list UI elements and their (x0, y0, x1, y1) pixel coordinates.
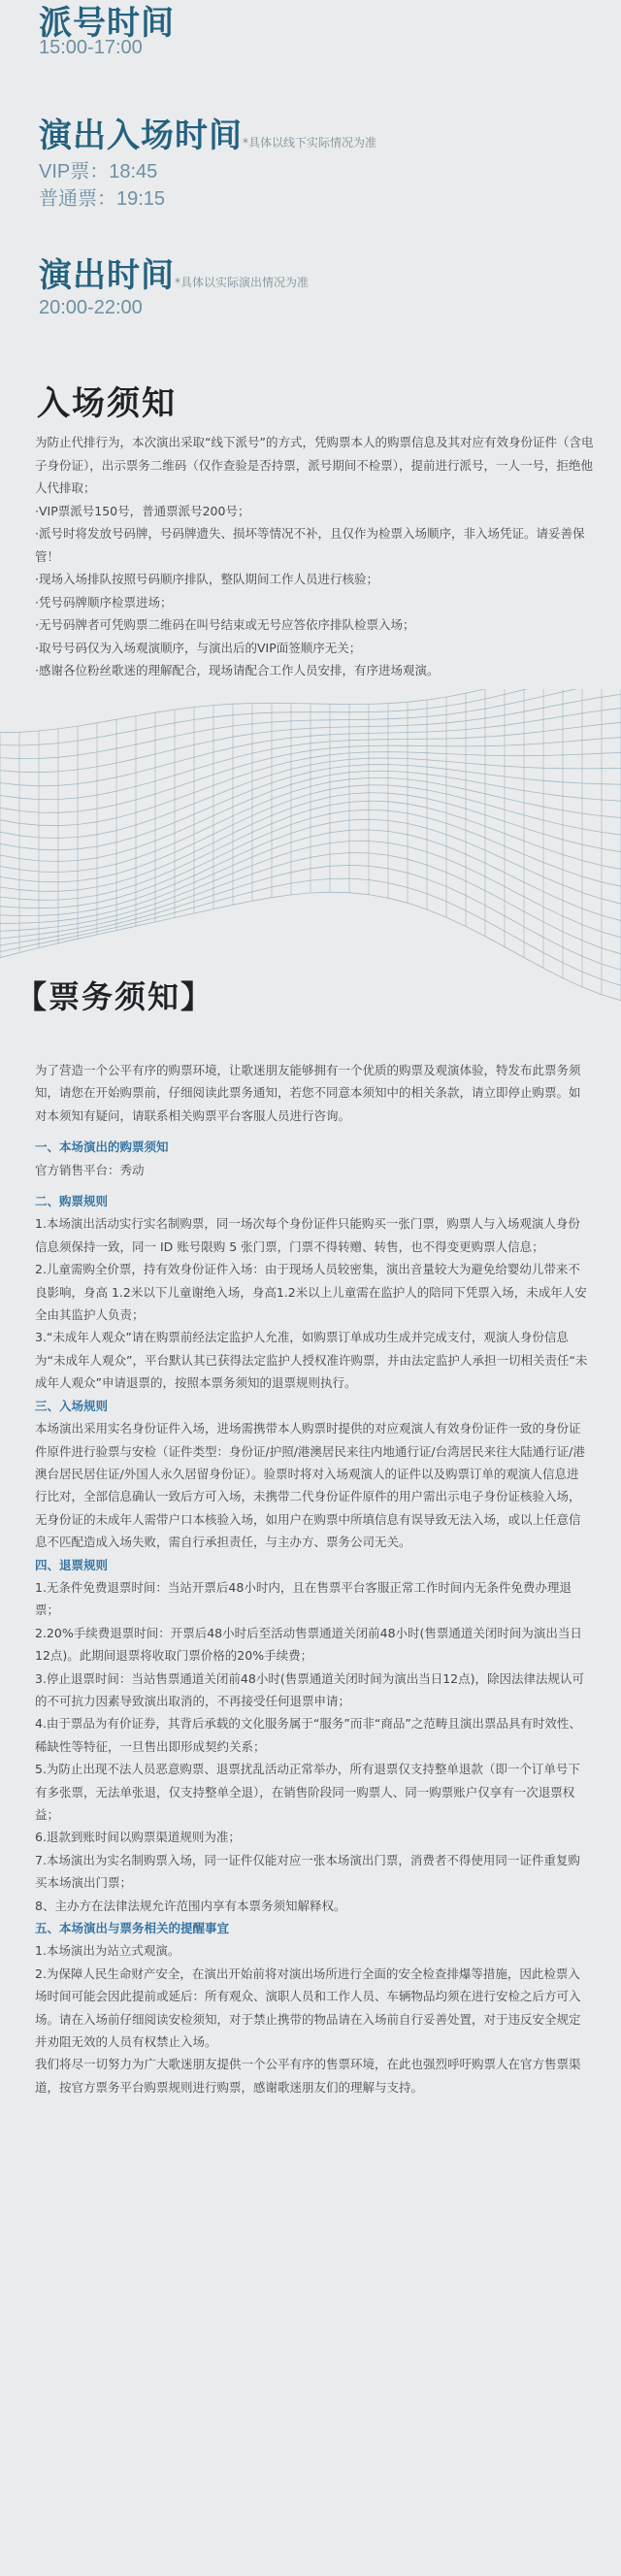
entry-notice-text (35, 431, 596, 682)
regular-entry-time: 普通票：19:15 (39, 188, 166, 210)
section-line: 官方销售平台：秀动 (35, 1162, 145, 1177)
section-title: 五、本场演出与票务相关的提醒事宜 (35, 1921, 230, 1936)
vip-entry-time: VIP票：18:45 (39, 161, 158, 182)
show-time-title-row (39, 248, 309, 296)
section-line: 4.由于票品为有价证券，其背后承载的文化服务属于“服务”而非“商品”之范畴且演出票品具有时效性、稀缺性等特征，一旦售出即形成契约关系； (35, 1716, 581, 1754)
section-title: 二、购票规则 (35, 1194, 109, 1209)
entry-notice-paragraph: ·无号码牌者可凭购票二维码在叫号结束或无号应答依序排队检票入场； (35, 617, 415, 632)
entry-notice-heading: 入场须知 (37, 384, 177, 423)
ticket-notice-body (35, 1059, 590, 2098)
section-line: 5.为防止出现不法人员恶意购票、退票扰乱活动正常举办，所有退票仅支持整单退款（即一个订单号下有多张票，无法单张退，仅支持整单全退），在销售阶段同一购票人、同一购票账户仅享有一次退票权益； (35, 1762, 580, 1822)
section-line: 1.无条件免费退票时间：当站开票后48小时内，且在售票平台客服正常工作时间内无条件免费办理退票； (35, 1579, 572, 1618)
section-line: 1.本场演出活动实行实名制购票，同一场次每个身份证件只能购买一张门票，购票人与入场观演人身份信息须保持一致，同一 ID 账号限购 5 张门票，门票不得转赠、转售，也不得变更购票人信息； (35, 1216, 580, 1254)
entry-notice-paragraph: ·凭号码牌顺序检票进场； (35, 594, 173, 610)
ticket-notice-heading: 【票务须知】 (16, 978, 214, 1015)
entry-notice-paragraph: ·VIP票派号150号，普通票派号200号； (35, 503, 250, 518)
dispatch-title: 派号时间 (39, 4, 175, 43)
section-title: 一、本场演出的购票须知 (35, 1139, 169, 1155)
entry-notice-paragraph: 为防止代排行为，本次演出采取“线下派号”的方式，凭购票本人的购票信息及其对应有效身份证件（含电子身份证），出示票务二维码（仅作查验是否持票，派号期间不检票），提前进行派号，一人一号，拒绝他人代排取； (35, 435, 594, 495)
section-line: 2.20%手续费退票时间：开票后48小时后至活动售票通道关闭前48小时(售票通道关闭时间为演出当日12点)。此期间退票将收取门票价格的20%手续费； (35, 1625, 582, 1664)
section-line: 我们将尽一切努力为广大歌迷朋友提供一个公平有序的售票环境，在此也强烈呼吁购票人在官方售票渠道，按官方票务平台购票规则进行购票，感谢歌迷朋友们的理解与支持。 (35, 2057, 581, 2095)
entry-time-title-row (39, 109, 376, 156)
section-line: 2.儿童需购全价票，持有效身份证件入场：由于现场人员较密集，演出音量较大为避免给婴幼儿带来不良影响，身高 1.2米以下儿童谢绝入场，身高1.2米以上儿童需在监护人的陪同下凭票入场，未成年人安全由其监护人负责； (35, 1262, 587, 1323)
section-line: 3.停止退票时间：当站售票通道关闭前48小时(售票通道关闭时间为演出当日12点)，除因法律法规认可的不可抗力因素导致演出取消的，不再接受任何退票申请； (35, 1670, 584, 1708)
entry-time-title: 演出入场时间 (39, 116, 243, 155)
section-title: 四、退票规则 (35, 1557, 109, 1572)
section-title: 三、入场规则 (35, 1398, 109, 1413)
section-line: 7.本场演出为实名制购票入场，同一证件仅能对应一张本场演出门票，消费者不得使用同一证件重复购买本场演出门票； (35, 1852, 580, 1891)
entry-notice-paragraph: ·感谢各位粉丝歌迷的理解配合，现场请配合工作人员安排，有序进场观演。 (35, 663, 440, 677)
section-line: 1.本场演出为站立式观演。 (35, 1943, 180, 1959)
section-line: 8、主办方在法律法规允许范围内享有本票务须知解释权。 (35, 1898, 346, 1913)
section-line: 2.为保障人民生命财产安全，在演出开始前将对演出场所进行全面的安全检查排爆等措施，因此检票入场时间可能会因此提前或延后：所有观众、演职人员和工作人员、车辆物品均须在进行安检之后方可入场。请在入场前仔细阅读安检须知，对于禁止携带的物品请在入场前自行妥善处置，对于违反安全规定并劝阻无效的人员有权禁止入场。 (35, 1965, 581, 2050)
section-line: 3.“未成年人观众”请在购票前经法定监护人允准，如购票订单成功生成并完成支付，观演人身份信息为“未成年人观众”，平台默认其已获得法定监护人授权准许购票，并由法定监护人承担一切相关责任“未成年人观众”申请退票的，按照本票务须知的退票规则执行。 (35, 1330, 588, 1391)
dispatch-time: 15:00-17:00 (39, 37, 143, 58)
entry-notice-paragraph: ·取号号码仅为入场观演顺序，与演出后的VIP面签顺序无关； (35, 640, 362, 655)
entry-notice-paragraph: ·派号时将发放号码牌，号码牌遗失、损坏等情况不补，且仅作为检票入场顺序，非入场凭证。请妥善保管！ (35, 526, 585, 564)
section-line: 6.退款到账时间以购票渠道规则为准； (35, 1830, 241, 1845)
ticket-notice-intro: 为了营造一个公平有序的购票环境，让歌迷朋友能够拥有一个优质的购票及观演体验，特发布此票务须知，请您在开始购票前，仔细阅读此票务通知，若您不同意本须知中的相关条款，请立即停止购票。如对本须知有疑问，请联系相关购票平台客服人员进行咨询。 (35, 1063, 581, 1123)
show-time-note: *具体以实际演出情况为准 (175, 276, 310, 289)
section-line: 本场演出采用实名身份证件入场，进场需携带本人购票时提供的对应观演人有效身份证件一致的身份证件原件进行验票与安检（证件类型：身份证/护照/港澳居民来往内地通行证/台湾居民来往大陆通行证/港澳台居民居住证/外国人永久居留身份证）。验票时将对入场观演人的证件以及购票订单的观演人信息进行比对，全部信息确认一致后方可入场，未携带二代身份证件原件的用户需出示电子身份证核验入场，无身份证的未成年人需带户口本核验入场，如用户在购票中所填信息有误导致无法入场，或以上任意信息不匹配造成入场失败，需自行承担责任，与主办方、票务公司无关。 (35, 1421, 585, 1550)
entry-time-note: *具体以线下实际情况为准 (243, 136, 377, 149)
show-time: 20:00-22:00 (39, 297, 143, 318)
entry-notice-paragraph: ·现场入场排队按照号码顺序排队，整队期间工作人员进行核验； (35, 572, 378, 586)
show-time-title: 演出时间 (39, 256, 175, 295)
